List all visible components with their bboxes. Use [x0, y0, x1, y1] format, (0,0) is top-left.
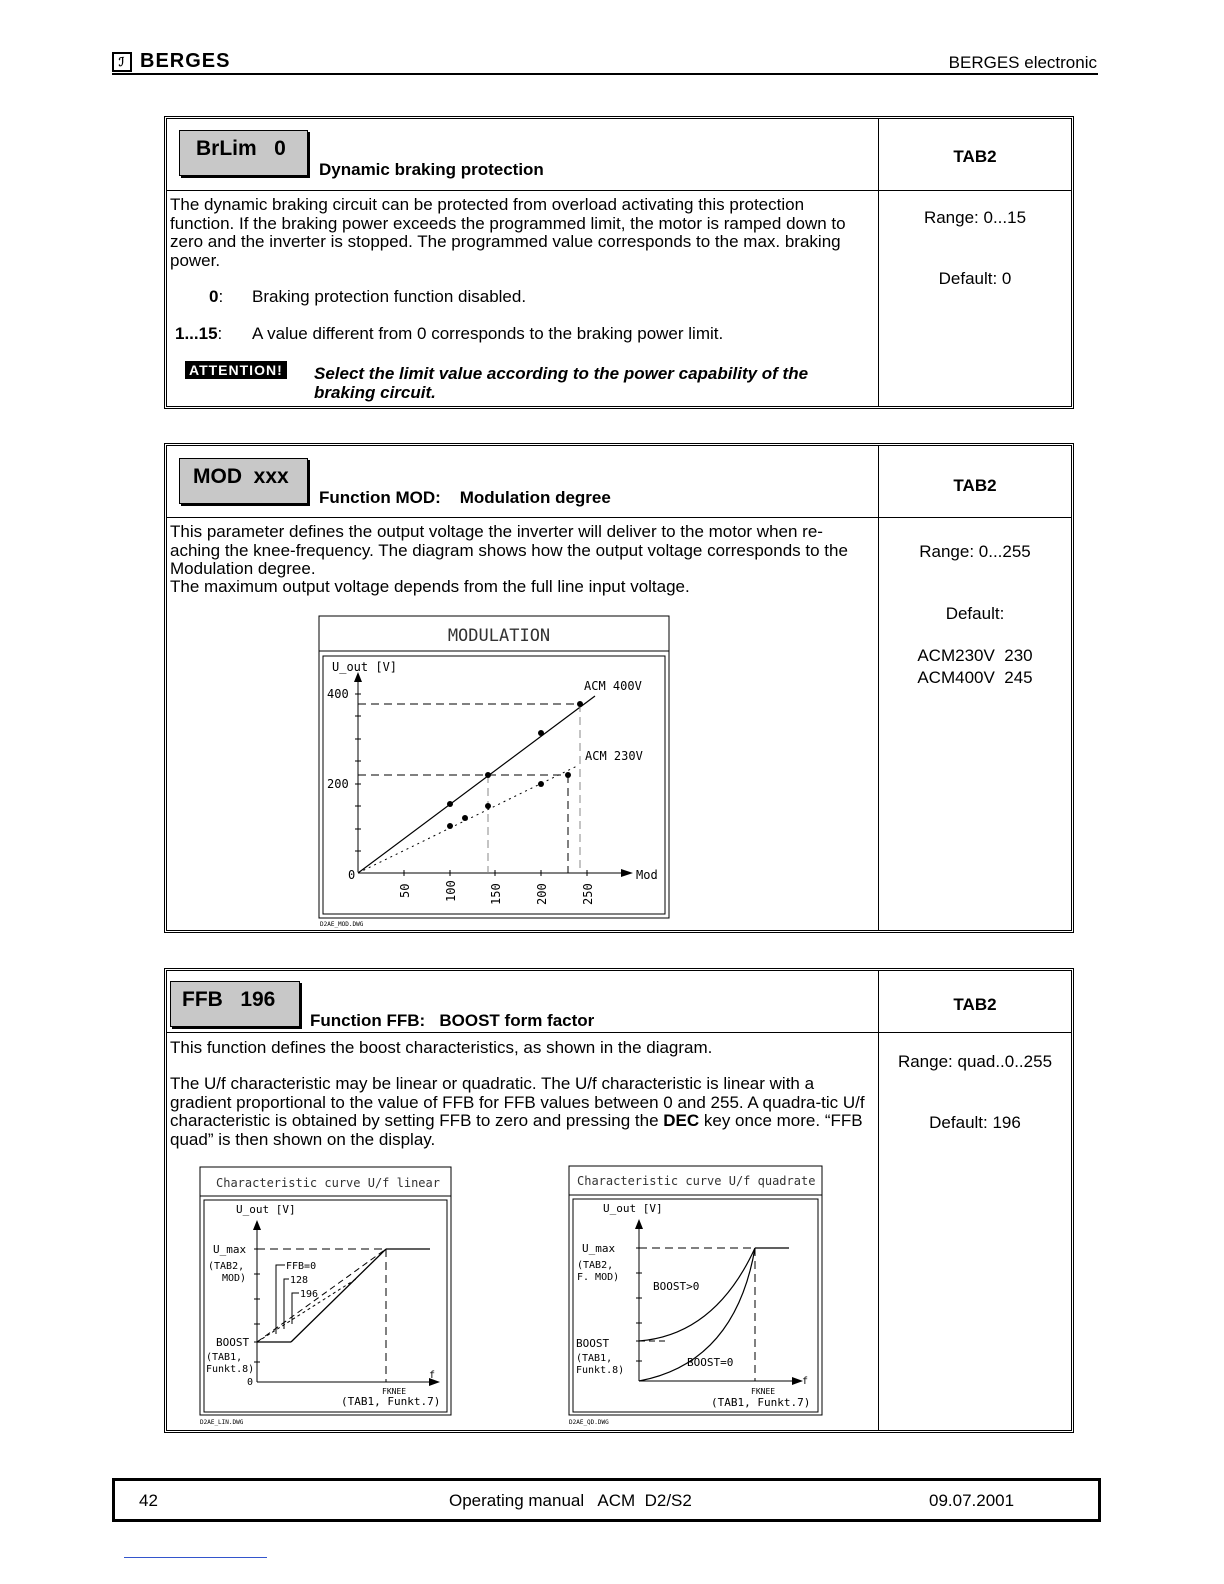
param-description: This function defines the boost characteristics, as shown in the diagram.: [170, 1038, 713, 1057]
header-company: BERGES electronic: [948, 53, 1097, 72]
brand-logo: [112, 50, 230, 73]
param-description-2: The maximum output voltage depends from the full line input voltage.: [170, 577, 690, 596]
option-text: Braking protection function disabled.: [252, 287, 527, 306]
curve-label-boost-pos: BOOST>0: [653, 1280, 700, 1293]
default-value: Default: 0: [938, 269, 1012, 288]
param-description-2: The U/f characteristic may be linear or quadratic. The U/f characteristic is linear with a gradient proportional to the value of FFB for FFB values between 0 and 255. A quadra-tic U/f characteristic is obtained by setting FFB to zero and pressing the DEC key once more. “FFB quad” is then shown on the display.: [170, 1074, 865, 1149]
param-code-ffb: FFB 196: [170, 981, 300, 1027]
page-number: 42: [139, 1491, 158, 1510]
section-divider: [878, 971, 879, 1430]
option-text: A value different from 0 corresponds to the braking power limit.: [252, 324, 724, 343]
fknee-sub: (TAB1, Funkt.7): [711, 1396, 811, 1409]
tab-label: TAB2: [953, 476, 997, 495]
f-axis-label: f: [802, 1376, 809, 1387]
default-acm230: ACM230V 230: [917, 646, 1033, 665]
diagram-title: MODULATION: [447, 626, 551, 646]
y-tick-label: 400: [327, 687, 349, 701]
curve-label-boost-zero: BOOST=0: [687, 1356, 734, 1369]
range-value: Range: 0...15: [923, 208, 1027, 227]
param-title-brlim: Dynamic braking protection: [319, 160, 544, 179]
x-axis-label: Mod: [636, 868, 658, 882]
drawing-filename: D2AE_MOD.DWG: [320, 921, 364, 928]
drawing-filename: D2AE_QD.DWG: [569, 1419, 609, 1426]
boost-sub: (TAB1,: [206, 1352, 243, 1363]
uf-linear-diagram: [196, 1164, 456, 1428]
diagram-title: Characteristic curve U/f quadrate: [577, 1174, 816, 1188]
tab-label: TAB2: [953, 995, 997, 1014]
footnote-rule: [124, 1557, 267, 1558]
y-tick-label: 200: [327, 777, 349, 791]
brand-name: BERGES: [140, 50, 231, 72]
x-tick-label: 150: [489, 883, 503, 905]
berges-logo-icon: ℐ: [112, 52, 132, 72]
default-value: Default:: [945, 604, 1005, 623]
footer-title: Operating manual ACM D2/S2: [449, 1491, 692, 1510]
umax-sub: (TAB2,: [208, 1261, 245, 1272]
option-key: 0:: [209, 287, 224, 306]
x-tick-label: 200: [535, 883, 549, 905]
attention-badge: ATTENTION!: [185, 361, 287, 379]
x-tick-label: 250: [581, 883, 595, 905]
umax-sub: (TAB2,: [577, 1260, 614, 1271]
section-divider: [167, 517, 1071, 518]
header-rule: [112, 73, 1098, 75]
param-title-mod: Function MOD: Modulation degree: [319, 488, 611, 507]
y-axis-label: U_out [V]: [236, 1203, 296, 1216]
fknee-sub: (TAB1, Funkt.7): [341, 1395, 441, 1408]
x-tick-label: 100: [444, 880, 458, 902]
boost-sub: Funkt.8): [206, 1364, 255, 1375]
y-axis-label: U_out [V]: [332, 660, 398, 674]
boost-label: BOOST: [576, 1337, 610, 1350]
footer-date: 09.07.2001: [929, 1491, 1015, 1510]
x-tick-label: 50: [398, 883, 412, 898]
param-code-brlim: BrLim 0: [179, 130, 308, 176]
param-description: This parameter defines the output voltage the inverter will deliver to the motor when re-aching the knee-frequency. The diagram shows how the output voltage corresponds to the Modulation degree.: [170, 522, 848, 578]
tab-label: TAB2: [953, 147, 997, 166]
range-value: Range: quad..0..255: [897, 1052, 1053, 1071]
f-axis-label: f: [429, 1370, 436, 1381]
param-description: The dynamic braking circuit can be protected from overload activating this protection function. If the braking power exceeds the programmed limit, the motor is ramped down to zero and the inverter is stopped. The programmed value corresponds to the max. braking power.: [170, 195, 846, 270]
param-title-ffb: Function FFB: BOOST form factor: [310, 1011, 595, 1030]
y-tick-label: 0: [348, 868, 356, 882]
umax-sub: MOD): [222, 1273, 247, 1284]
series-label-230v: ACM 230V: [585, 749, 643, 763]
uf-quadratic-diagram: [565, 1163, 827, 1428]
boost-label: BOOST: [216, 1336, 250, 1349]
attention-text: Select the limit value according to the power capability of the braking circuit.: [314, 364, 809, 402]
param-code-mod: MOD xxx: [179, 458, 308, 504]
ffb-label: 128: [290, 1275, 309, 1286]
ffb-label: 196: [300, 1289, 319, 1300]
section-divider: [167, 190, 1071, 191]
section-divider: [878, 119, 879, 406]
boost-sub: (TAB1,: [576, 1353, 613, 1364]
default-acm400: ACM400V 245: [917, 668, 1033, 687]
fknee-label: FKNEE: [751, 1387, 776, 1396]
origin-label: 0: [247, 1377, 254, 1388]
ffb-label: FFB=0: [286, 1261, 317, 1272]
fknee-label: FKNEE: [382, 1387, 407, 1396]
y-axis-label: U_out [V]: [603, 1202, 663, 1215]
umax-sub: F. MOD): [577, 1272, 620, 1283]
modulation-diagram: [315, 614, 675, 930]
section-divider: [878, 446, 879, 930]
page-footer: [112, 1478, 1101, 1522]
diagram-title: Characteristic curve U/f linear: [216, 1176, 440, 1190]
series-label-400v: ACM 400V: [584, 679, 642, 693]
boost-sub: Funkt.8): [576, 1365, 625, 1376]
umax-label: U_max: [213, 1243, 247, 1256]
section-divider: [167, 1032, 1071, 1033]
default-value: Default: 196: [929, 1113, 1021, 1132]
drawing-filename: D2AE_LIN.DWG: [200, 1419, 244, 1426]
option-key: 1...15:: [175, 324, 223, 343]
umax-label: U_max: [582, 1242, 616, 1255]
range-value: Range: 0...255: [919, 542, 1031, 561]
